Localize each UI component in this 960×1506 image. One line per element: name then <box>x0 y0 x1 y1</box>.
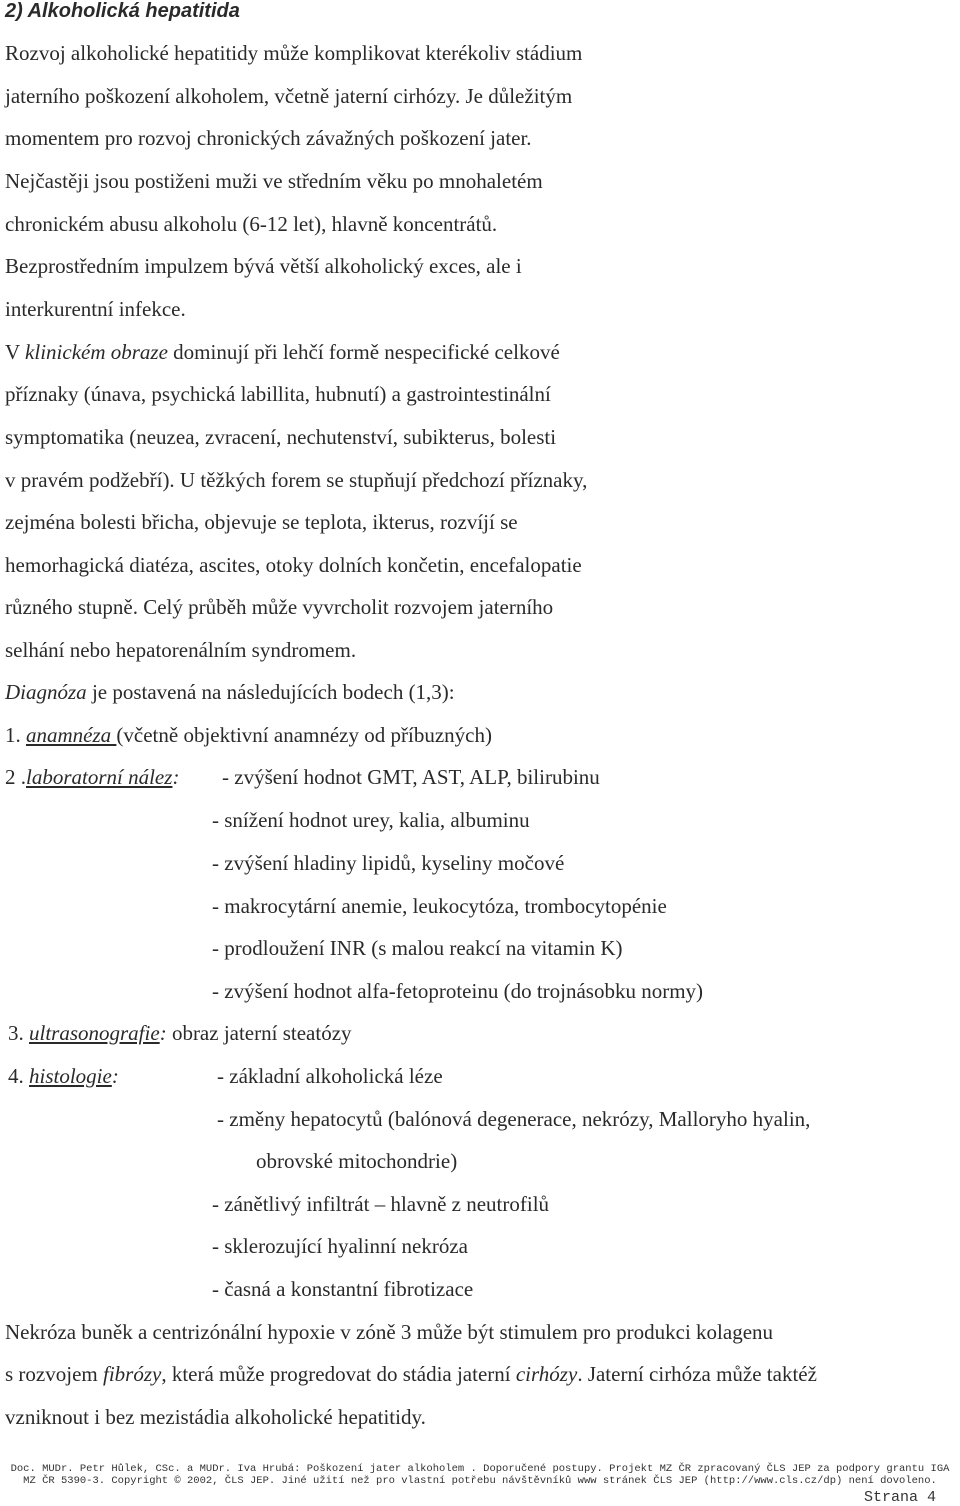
anamnesis-term: anamnéza <box>26 723 117 747</box>
diagnosis-line: Diagnóza je postavená na následujících bodech (1,3): <box>5 680 455 704</box>
lab-bullet: - prodloužení INR (s malou reakcí na vitamin K) <box>212 936 623 960</box>
lab-term: laboratorní nález <box>26 765 173 789</box>
text-line: Nejčastěji jsou postiženi muži ve středním věku po mnohaletém <box>5 169 543 193</box>
ultrasonography-term: ultrasonografie <box>29 1021 160 1045</box>
lab-bullet: - zvýšení hodnot GMT, AST, ALP, bilirubinu <box>222 765 600 789</box>
text-line: v pravém podžebří). U těžkých forem se stupňují předchozí příznaky, <box>5 468 588 492</box>
text-line: zejména bolesti břicha, objevuje se teplota, ikterus, rozvíjí se <box>5 510 518 534</box>
footer-line: Doc. MUDr. Petr Hůlek, CSc. a MUDr. Iva Hrubá: Poškození jater alkoholem . Doporučené postupy. Projekt MZ ČR zpracovaný ČLS JEP za podpory grantu IGA <box>10 1463 950 1475</box>
text-line: symptomatika (neuzea, zvracení, nechutenství, subikterus, bolesti <box>5 425 557 449</box>
text-line: příznaky (únava, psychická labillita, hubnutí) a gastrointestinální <box>5 382 551 406</box>
text-line: vzniknout i bez mezistádia alkoholické hepatitidy. <box>5 1405 426 1429</box>
clinical-term: klinickém obraze <box>25 340 168 364</box>
lab-bullet: - makrocytární anemie, leukocytóza, trombocytopénie <box>212 894 667 918</box>
text-line: hemorhagická diatéza, ascites, otoky dolních končetin, encefalopatie <box>5 553 582 577</box>
footer-line: MZ ČR 5390-3. Copyright © 2002, ČLS JEP. Jiné užití než pro vlastní potřebu návštěvníků www stránek ČLS JEP (http://www.cls.cz/dp) není dovoleno. <box>23 1475 937 1487</box>
histology-bullet: - časná a konstantní fibrotizace <box>212 1277 474 1301</box>
text-line: interkurentní infekce. <box>5 297 186 321</box>
text-line: momentem pro rozvoj chronických závažných poškození jater. <box>5 126 532 150</box>
histology-bullet: - zánětlivý infiltrát – hlavně z neutrofilů <box>212 1192 550 1216</box>
text-line: jaterního poškození alkoholem, včetně jaterní cirhózy. Je důležitým <box>5 84 573 108</box>
list-item-anamnesis: 1. anamnéza (včetně objektivní anamnézy od příbuzných) <box>5 723 492 747</box>
text-line: Rozvoj alkoholické hepatitidy může komplikovat kterékoliv stádium <box>5 41 583 65</box>
histology-bullet-continuation: obrovské mitochondrie) <box>256 1149 458 1173</box>
text-line: selhání nebo hepatorenálním syndromem. <box>5 638 357 662</box>
lab-label: 2 .laboratorní nález: <box>5 765 180 789</box>
histology-bullet: - sklerozující hyalinní nekróza <box>212 1234 468 1258</box>
text-line: V klinickém obraze dominují při lehčí formě nespecifické celkové <box>5 340 560 364</box>
text-line: s rozvojem fibrózy, která může progredovat do stádia jaterní cirhózy. Jaterní cirhóza může taktéž <box>5 1362 817 1386</box>
fibrosis-term: fibrózy <box>102 1362 162 1386</box>
text-line: chronickém abusu alkoholu (6-12 let), hlavně koncentrátů. <box>5 212 498 236</box>
lab-bullet: - zvýšení hodnot alfa-fetoproteinu (do trojnásobku normy) <box>212 979 704 1003</box>
histology-label: 4. histologie: <box>8 1064 119 1088</box>
diagnosis-term: Diagnóza <box>5 680 87 704</box>
lab-bullet: - zvýšení hladiny lipidů, kyseliny močové <box>212 851 565 875</box>
histology-bullet: - základní alkoholická léze <box>217 1064 443 1088</box>
section-heading: 2) Alkoholická hepatitida <box>5 0 240 22</box>
text-line: Bezprostředním impulzem bývá větší alkoholický exces, ale i <box>5 254 522 278</box>
lab-bullet: - snížení hodnot urey, kalia, albuminu <box>212 808 530 832</box>
list-item-ultrasonography: 3. ultrasonografie: obraz jaterní steatózy <box>8 1021 352 1045</box>
histology-term: histologie <box>29 1064 112 1088</box>
cirrhosis-term: cirhózy <box>515 1362 578 1386</box>
page-number: Strana 4 <box>863 1489 936 1506</box>
text-line: různého stupně. Celý průběh může vyvrcholit rozvojem jaterního <box>5 595 554 619</box>
histology-bullet: - změny hepatocytů (balónová degenerace, nekrózy, Malloryho hyalin, <box>217 1107 811 1131</box>
text-line: Nekróza buněk a centrizónální hypoxie v zóně 3 může být stimulem pro produkci kolagenu <box>5 1320 774 1344</box>
